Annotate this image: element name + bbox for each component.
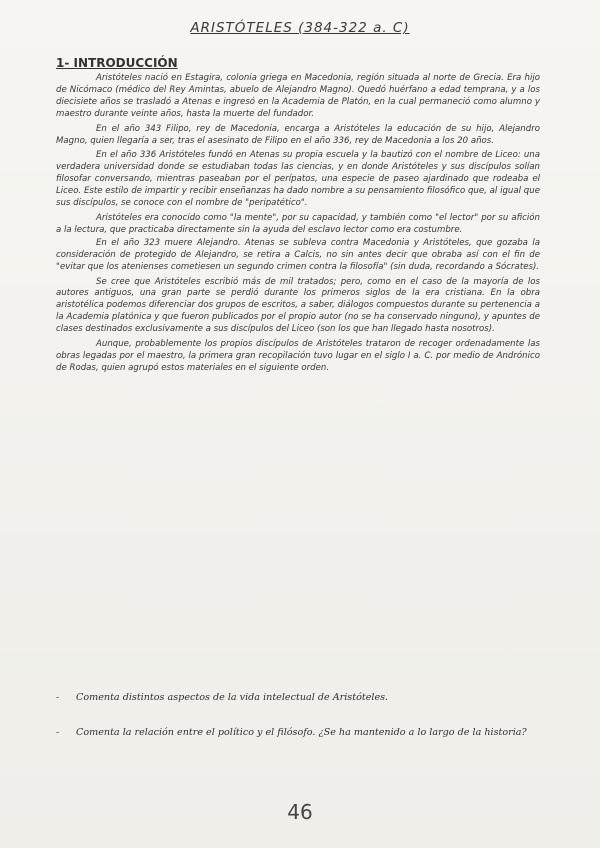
paragraph-7: Aunque, probablemente los propios discípulos de Aristóteles trataron de recoger ordenadamente las obras legadas por el maestro, la primera gran recopilación tuvo lugar en el siglo I a. C. por medio de Andrónico de Rodas, quien agrupó estos materiales en el siguiente orden. [56, 339, 540, 373]
page-number: 46 [287, 800, 313, 824]
question-text: Comenta distintos aspectos de la vida intelectual de Aristóteles. [76, 692, 389, 703]
question-bullet: - [56, 692, 60, 703]
question-item [56, 725, 536, 740]
paragraph-5: En el año 323 muere Alejandro. Atenas se subleva contra Macedonia y Aristóteles, que gozaba la consideración de protegido de Alejandro, se retira a Calcis, no sin antes decir que obraba así con el fin de "evitar que los atenienses cometiesen un segundo crimen contra la filosofía" (sin duda, recordando a Sócrates). [56, 237, 540, 272]
paragraph-4: Aristóteles era conocido como "la mente", por su capacidad, y también como "el lector" por su afición a la lectura, que practicaba directamente sin la ayuda del esclavo lector como era costumbre. [56, 212, 540, 235]
paragraph-6: Se cree que Aristóteles escribió más de mil tratados; pero, como en el caso de la mayoría de los autores antiguos, una gran parte se perdió durante los primeros siglos de la era cristiana. En la obra aristotélica podemos diferenciar dos grupos de escritos, a saber, diálogos compuestos durante su pertenencia a la Academia platónica y que fueron publicados por el propio autor (no se ha conservado ninguno), y apuntes de clases destinados exclusivamente a sus discípulos del Liceo (son los que han llegado hasta nosotros). [56, 276, 540, 335]
paragraph-3: En el año 336 Aristóteles fundó en Atenas su propia escuela y la bautizó con el nombre de Liceo: una verdadera universidad donde se estudiaban todas las ciencias, y en donde Aristóteles y sus discípulos solían filosofar conversando, mientras paseaban por el perípatos, una especie de paseo ajardinado que rodeaba el Liceo. Este estilo de impartir y recibir enseñanzas ha dado nombre a su pensamiento filosófico que, al igual que sus discípulos, se conoce con el nombre de "peripatético". [56, 150, 540, 209]
paragraph-1: Aristóteles nació en Estagira, colonia griega en Macedonia, región situada al norte de Grecia. Era hijo de Nicómaco (médico del Rey Amintas, abuelo de Alejandro Magno). Quedó huérfano a edad temprana, y a los diecisiete años se trasladó a Atenas e ingresó en la Academia de Platón, en la cual permaneció como alumno y maestro durante veinte años, hasta la muerte del fundador. [56, 73, 540, 119]
page-title: ARISTÓTELES (384-322 a. C) [190, 20, 410, 36]
question-text: Comenta la relación entre el político y el filósofo. ¿Se ha mantenido a lo largo de la historia? [76, 727, 527, 738]
question-list [56, 690, 536, 760]
body-text [56, 73, 540, 378]
section-heading: 1- INTRODUCCIÓN [56, 56, 178, 70]
question-item [56, 690, 536, 705]
question-bullet: - [56, 727, 60, 738]
paragraph-2: En el año 343 Filipo, rey de Macedonia, encarga a Aristóteles la educación de su hijo, Alejandro Magno, quien llegaría a ser, tras el asesinato de Filipo en el año 336, rey de Macedonia a los 20 años. [56, 123, 540, 146]
